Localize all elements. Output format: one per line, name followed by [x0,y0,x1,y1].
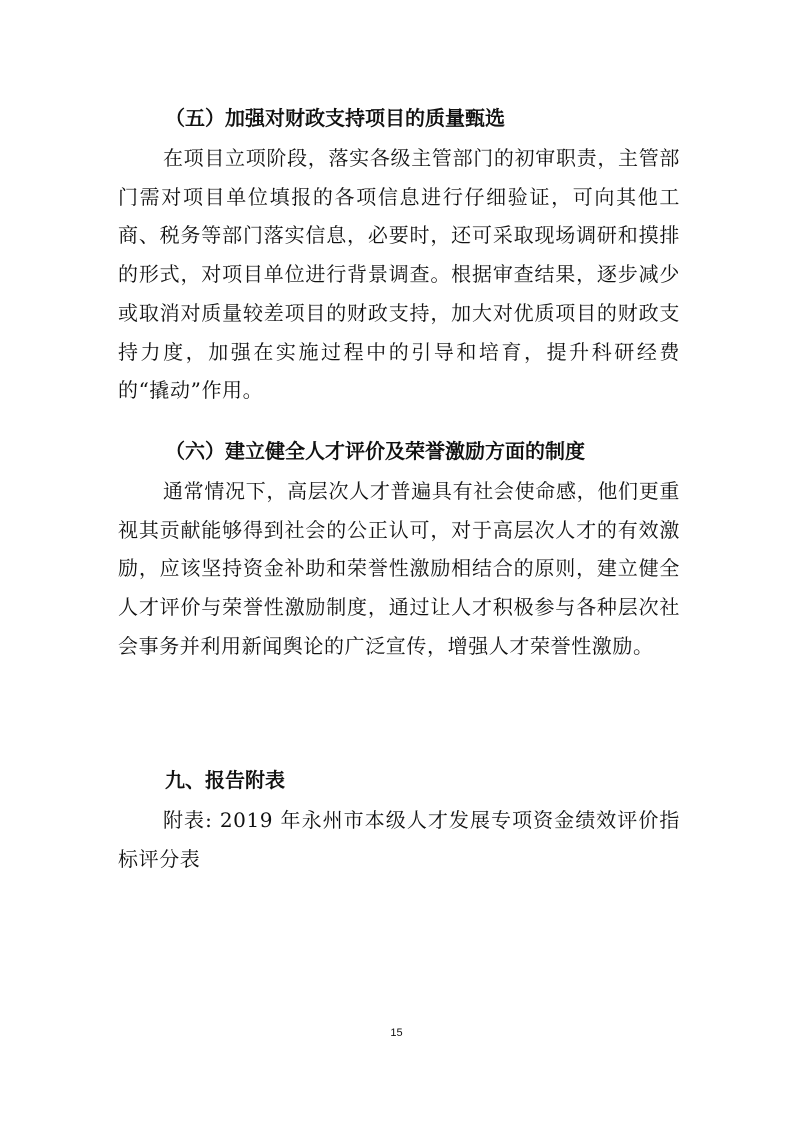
section-heading-6: （六）建立健全人才评价及荣誉激励方面的制度 [165,439,585,463]
section-paragraph-9: 附表: 2019 年永州市本级人才发展专项资金绩效评价指标评分表 [118,808,680,871]
section-heading-9: 九、报告附表 [165,768,285,792]
page-number: 15 [390,1027,403,1039]
section-paragraph-6: 通常情况下，高层次人才普遍具有社会使命感，他们更重视其贡献能够得到社会的公正认可，对于高层次人才的有效激励，应该坚持资金补助和荣誉性激励相结合的原则，建立健全人才评价与荣誉性激励制度，通过让人才积极参与各种层次社会事务并利用新闻舆论的广泛宣传，增强人才荣誉性激励。 [118,479,680,658]
section-paragraph-5: 在项目立项阶段，落实各级主管部门的初审职责，主管部门需对项目单位填报的各项信息进行仔细验证，可向其他工商、税务等部门落实信息，必要时，还可采取现场调研和摸排的形式，对项目单位进行背景调查。根据审查结果，逐步减少或取消对质量较差项目的财政支持，加大对优质项目的财政支持力度，加强在实施过程中的引导和培育，提升科研经费的“撬动”作用。 [118,146,680,403]
section-heading-5: （五）加强对财政支持项目的质量甄选 [165,106,505,130]
